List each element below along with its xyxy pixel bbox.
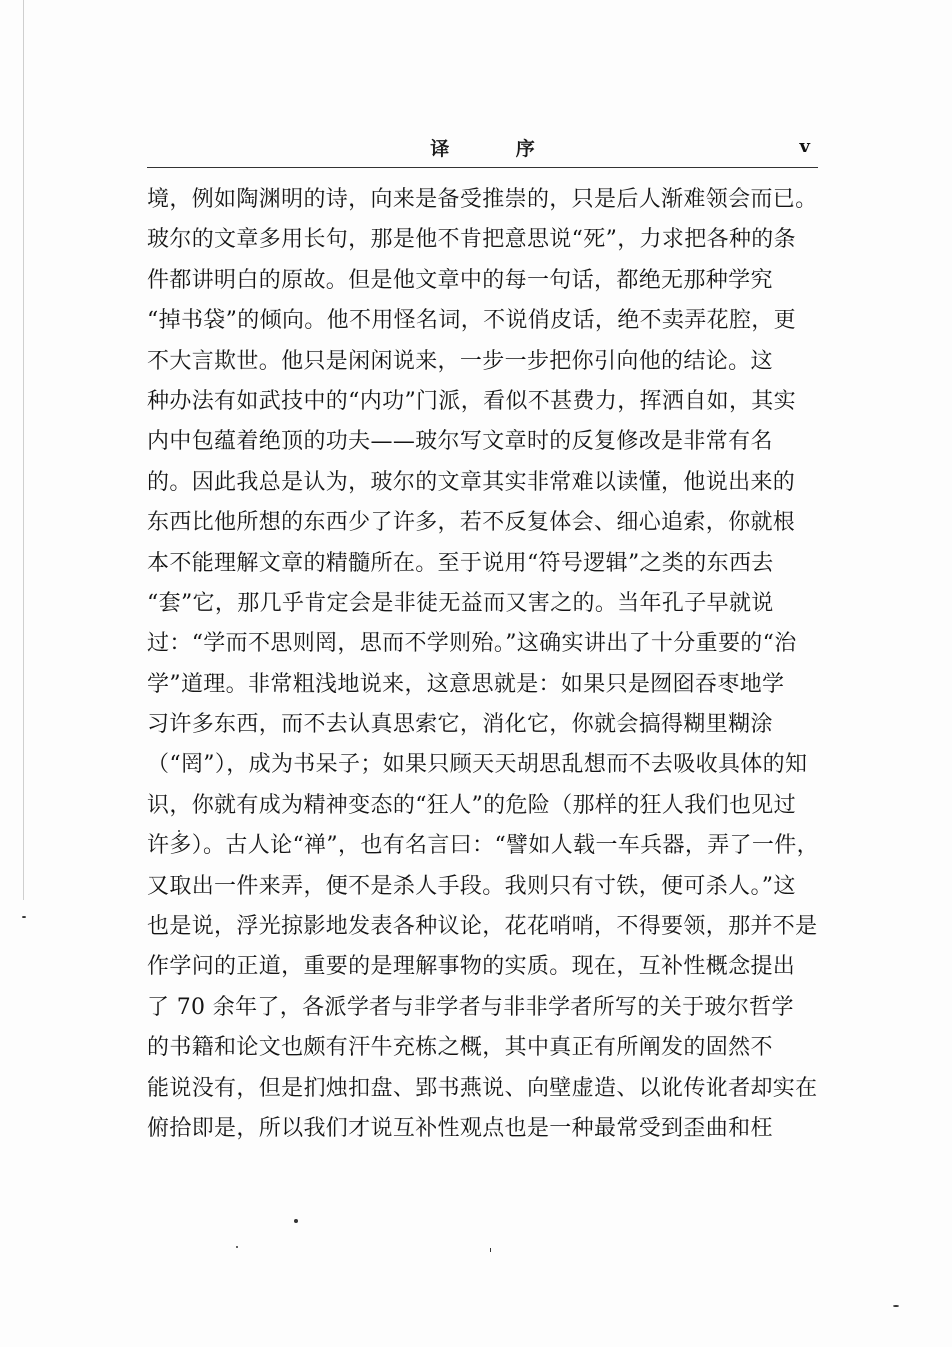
text-line: 内中包蕴着绝顶的功夫——玻尔写文章时的反复修改是非常有名 [147,429,773,455]
running-header-title: 译 序 [430,138,565,160]
text-line: 不大言欺世。他只是闲闲说来，一步一步把你引向他的结论。这 [147,348,773,374]
text-line: 本不能理解文章的精髓所在。至于说用“符号逻辑”之类的东西去 [147,550,774,576]
scan-speck [236,1246,238,1248]
text-line: 俯拾即是，所以我们才说互补性观点也是一种最常受到歪曲和枉 [147,1115,773,1141]
scan-speck [893,1305,899,1307]
text-line: “掉书袋”的倾向。他不用怪名词，不说俏皮话，绝不卖弄花腔，更 [147,308,796,334]
text-line: “套”它，那几乎肯定会是非徒无益而又害之的。当年孔子早就说 [147,590,774,616]
body-text [147,180,822,1149]
header-rule [147,167,818,168]
scan-speck [22,916,26,918]
text-line: （“罔”），成为书呆子；如果只顾天天胡思乱想而不去吸收具体的知 [147,752,808,778]
text-line: 许多）。古人论“禅”，也有名言曰：“譬如人载一车兵器，弄了一件， [147,833,819,859]
text-line: 种办法有如武技中的“内功”门派，看似不甚费力，挥洒自如，其实 [147,388,796,414]
text-line: 件都讲明白的原故。但是他文章中的每一句话，都绝无那种学究 [147,267,773,293]
text-line: 作学问的正道，重要的是理解事物的实质。现在，互补性概念提出 [147,954,796,980]
text-line: 学”道理。非常粗浅地说来，这意思就是：如果只是囫囵吞枣地学 [147,671,785,697]
text-line: 的。因此我总是认为，玻尔的文章其实非常难以读懂，他说出来的 [147,469,796,495]
text-line: 习许多东西，而不去认真思索它，消化它，你就会搞得糊里糊涂 [147,712,773,738]
text-line: 识，你就有成为精神变态的“狂人”的危险（那样的狂人我们也见过 [147,792,796,818]
scan-speck [490,1248,491,1252]
text-line: 境，例如陶渊明的诗，向来是备受推崇的，只是后人渐难领会而已。 [147,187,818,212]
text-line: 的书籍和论文也颇有汗牛充栋之概，其中真正有所阐发的固然不 [147,1035,773,1061]
text-line: 也是说，浮光掠影地发表各种议论，花花哨哨，不得要领，那并不是 [147,914,818,940]
text-line: 又取出一件来弄，便不是杀人手段。我则只有寸铁，便可杀人。”这 [147,873,796,899]
page-number: v [799,136,810,157]
text-line: 能说没有，但是扪烛扣盘、郢书燕说、向壁虚造、以讹传讹者却实在 [147,1075,818,1101]
text-line: 东西比他所想的东西少了许多，若不反复体会、细心追索，你就根 [147,510,796,536]
text-line: 玻尔的文章多用长句，那是他不肯把意思说“死”，力求把各种的条 [147,227,796,253]
text-line: 过：“学而不思则罔，思而不学则殆。”这确实讲出了十分重要的“治 [147,631,797,657]
running-header [147,132,818,168]
scan-speck [178,830,180,832]
scan-speck [294,1219,298,1223]
text-line: 了 70 余年了，各派学者与非学者与非非学者所写的关于玻尔哲学 [147,994,794,1020]
binding-edge-line [23,0,24,900]
